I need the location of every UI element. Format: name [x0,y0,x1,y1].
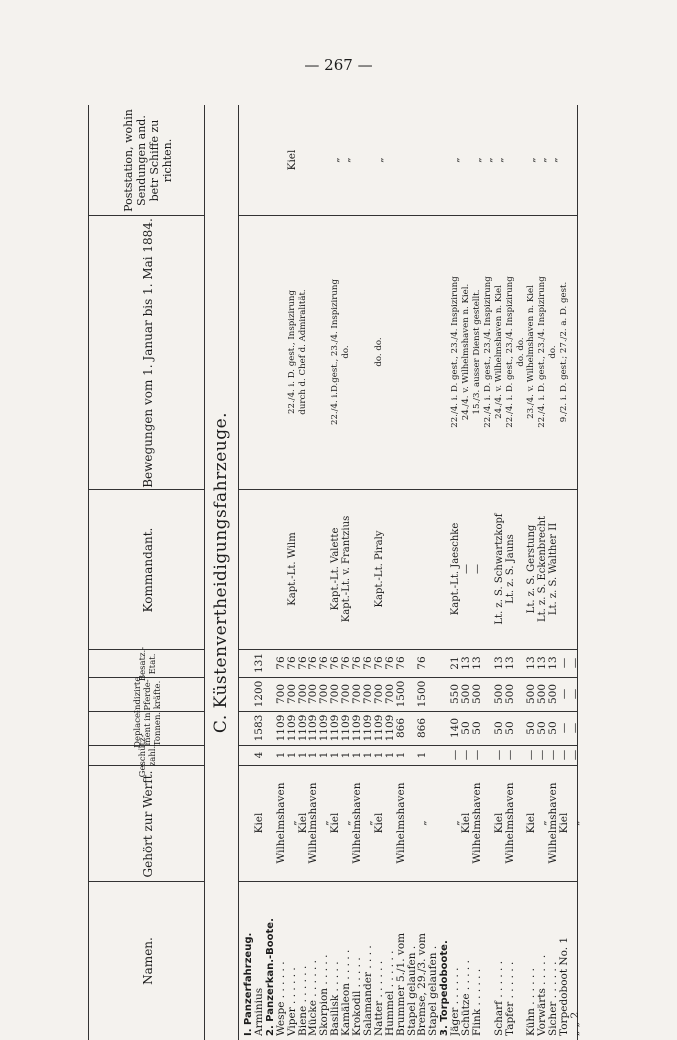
cell-bewegungen: 9./2. i. D. gest.; 27./2. a. D. gest. [559,281,570,423]
header-kommandant: Kommandant. [140,527,155,613]
cell-bewegungen: do. do. [515,337,526,367]
cell-kommandant: Lt. z. S. Schwartzkopf [493,513,505,625]
cell-besatzung: 13 [460,656,472,670]
cell-deplacement: 866 [416,717,429,739]
cell-deplacement: 50 [525,721,538,735]
cell-geschuetz: 4 [252,751,265,759]
cell-besatzung: 76 [394,656,407,670]
cell-poststation: „ [547,157,560,163]
table-row [568,105,583,1040]
cell-geschuetz: 1 [361,751,374,759]
cell-werft: „ [285,820,298,826]
cell-deplacement: 1109 [318,714,331,742]
cell-deplacement: 50 [547,721,560,735]
cell-deplacement: 1109 [285,714,298,742]
cell-werft: „ [536,820,549,826]
header-geschuetz: Geschütz-zahl. [138,734,158,778]
cell-name: Bremse, 29./3. vom [416,933,429,1036]
cell-besatzung: 131 [252,652,265,674]
cell-deplacement: 866 [394,717,407,739]
cell-name: Flink . . . . . . [470,968,483,1036]
cell-name: Schütze . . . . . [460,960,472,1036]
cell-pferdekraefte: 500 [460,683,472,705]
cell-pferdekraefte: 1200 [252,680,265,708]
cell-name: Stapel gelaufen . [427,945,440,1036]
cell-pferdekraefte: 500 [503,683,516,705]
cell-geschuetz: 1 [296,751,309,759]
cell-name: Natter . . . . . . [372,960,385,1036]
cell-pferdekraefte: — [569,688,581,700]
cell-deplacement: 1583 [252,714,265,742]
cell-besatzung: — [569,657,581,669]
cell-name: Viper . . . . . . [285,967,298,1036]
cell-geschuetz: 1 [307,751,320,759]
cell-deplacement: 1109 [329,714,342,742]
cell-pferdekraefte: 700 [329,683,342,705]
cell-geschuetz: — [536,749,549,761]
cell-besatzung: 76 [383,656,396,670]
cell-name: Krokodil . . . . . [351,957,363,1036]
cell-deplacement: 1109 [307,714,320,742]
header-namen: Namen. [140,937,155,985]
cell-werft: Kiel [558,812,571,834]
cell-werft: Wilhelmshaven [470,782,483,864]
cell-poststation: „ [470,157,483,163]
cell-pferdekraefte: 700 [383,683,396,705]
cell-deplacement: 1109 [361,714,374,742]
cell-werft: Wilhelmshaven [274,782,287,864]
header-bewegungen: Bewegungen vom 1. Januar bis 1. Mai 1884. [140,218,155,488]
cell-werft: Wilhelmshaven [547,782,560,864]
cell-pferdekraefte: 500 [492,683,505,705]
cell-name: 2. Panzerkan.-Boote. [264,918,276,1036]
cell-bewegungen [568,216,583,488]
cell-bewegungen: 22./4. i. D. gest., 23./4. Inspizirung [482,276,493,428]
cell-deplacement: 50 [492,721,505,735]
cell-deplacement: 1109 [351,714,363,742]
cell-werft: Kiel [296,812,309,834]
cell-bewegungen: do. [341,345,352,359]
cell-name: Basilisk . . . . . [329,961,342,1036]
cell-geschuetz: — [558,749,571,761]
cell-pferdekraefte: 1500 [416,680,429,708]
cell-name: 3. Torpedoboote. [439,940,451,1036]
cell-besatzung: 76 [340,656,353,670]
cell-name: Tapfer . . . . . . [503,961,516,1036]
cell-poststation: „ [340,157,353,163]
cell-geschuetz: 1 [329,751,342,759]
cell-deplacement: — [558,722,571,734]
cell-poststation: Kiel [285,149,298,171]
cell-besatzung: 76 [372,656,385,670]
cell-kommandant: Lt. z. S. Gerstung [526,524,538,614]
cell-kommandant: — [461,564,472,574]
cell-werft: „ [569,820,581,826]
cell-geschuetz: 1 [285,751,298,759]
cell-werft: Kiel [460,812,472,834]
cell-name: Kamäleon . . . . . [340,949,353,1036]
cell-werft: Wilhelmshaven [394,782,407,864]
cell-geschuetz: — [470,749,483,761]
cell-geschuetz: 1 [274,751,287,759]
cell-kommandant [568,490,583,648]
cell-besatzung: 76 [329,656,342,670]
cell-werft: Kiel [329,812,342,834]
cell-werft: „ [449,820,462,826]
cell-pferdekraefte: 700 [285,683,298,705]
cell-bewegungen: 22./4. i. D. gest., Inspizirung [286,290,297,414]
cell-besatzung: 76 [274,656,287,670]
cell-werft: „ [416,820,429,826]
cell-besatzung: 76 [307,656,320,670]
cell-deplacement: 50 [536,721,549,735]
cell-name: Scharf . . . . . . [492,960,505,1036]
cell-bewegungen: 22./4. i. D. gest., 23./4. Inspizirung [537,276,548,428]
cell-name: Torpedoboot No. 1 [558,936,571,1036]
cell-werft: „ [361,820,374,826]
cell-werft: Kiel [525,812,538,834]
cell-werft: Kiel [252,812,265,834]
header-pferdekraefte: Indizirte Pferde-kräfte. [133,676,163,714]
cell-besatzung: 21 [449,656,462,670]
cell-werft: Kiel [372,812,385,834]
cell-poststation: „ [449,157,462,163]
header-poststation: Poststation, wohin Sendungen and. betr Schiffe zu richten. [122,109,174,212]
cell-kommandant: Lt. z. S. Walther II [548,522,560,616]
cell-geschuetz: — [547,749,560,761]
cell-kommandant: — [471,564,483,574]
cell-poststation: „ [536,157,549,163]
cell-name: Kühn . . . . . . [525,968,538,1036]
cell-bewegungen: 22./4. i. D. gest., 23./4. Inspizirung [504,276,515,428]
cell-pferdekraefte: 500 [525,683,538,705]
cell-name: Salamander . . . . [361,945,374,1036]
cell-name: Skorpion . . . . . [318,954,331,1036]
cell-geschuetz: 1 [394,751,407,759]
cell-poststation: „ [481,157,494,163]
cell-name: I. Panzerfahrzeug. [243,932,254,1036]
cell-poststation: „ [372,157,385,163]
cell-geschuetz: 1 [318,751,331,759]
cell-pferdekraefte: 500 [536,683,549,705]
cell-deplacement: 140 [449,717,462,739]
cell-pferdekraefte: 700 [351,683,363,705]
cell-pferdekraefte: 500 [547,683,560,705]
cell-deplacement: 50 [460,721,472,735]
cell-kommandant: Kapt.-Lt. v. Frantzius [341,515,353,623]
cell-poststation: „ [525,157,538,163]
cell-besatzung: 76 [416,656,429,670]
cell-werft: Wilhelmshaven [307,782,320,864]
section-title: C. Küstenvertheidigungsfahrzeuge. [211,411,231,734]
cell-geschuetz: 1 [416,751,429,759]
cell-geschuetz: 1 [351,751,363,759]
cell-pferdekraefte: 700 [340,683,353,705]
cell-deplacement: 1109 [296,714,309,742]
cell-deplacement: 1109 [383,714,396,742]
rotated-table-area [88,105,581,1040]
rule-top [88,105,89,1040]
cell-pferdekraefte: 700 [307,683,320,705]
cell-geschuetz: — [569,749,581,761]
cell-bewegungen: 24./4. v. Wilhelmshaven n. Kiel. [461,283,471,421]
cell-deplacement: — [569,722,581,734]
cell-name: Mücke . . . . . . [307,959,320,1036]
cell-geschuetz: — [503,749,516,761]
cell-kommandant: Kapt.-Lt. Jaeschke [450,522,462,616]
cell-pferdekraefte: 500 [470,683,483,705]
cell-name: Stapel gelaufen . [405,945,418,1036]
cell-name: Wespe . . . . . . [274,961,287,1036]
table [88,105,581,1040]
cell-besatzung: 76 [296,656,309,670]
cell-besatzung: — [558,657,571,669]
cell-kommandant: Kapt.-Lt. Piraly [373,530,385,608]
cell-deplacement: 50 [503,721,516,735]
cell-geschuetz: — [460,749,472,761]
cell-geschuetz: 1 [372,751,385,759]
cell-deplacement: 1109 [372,714,385,742]
cell-name: Biene . . . . . . [296,965,309,1036]
header-deplacement: Deplace-ment in Tonnen. [133,710,163,748]
cell-besatzung: 13 [492,656,505,670]
cell-poststation [568,106,583,214]
cell-kommandant: Lt. z. S. Jauns [504,534,516,604]
cell-pferdekraefte: 700 [361,683,374,705]
cell-kommandant: Kapt.-Lt. Valette [330,527,342,611]
rule-section [238,105,239,1040]
cell-bewegungen: 15./3. ausser Dienst gestellt. [471,289,482,415]
cell-bewegungen: 22./4. i.D.gest., 23./4. Inspizirung [330,279,341,425]
cell-pferdekraefte: 700 [372,683,385,705]
cell-pferdekraefte: 700 [318,683,331,705]
cell-werft: „ [318,820,331,826]
cell-geschuetz: — [492,749,505,761]
header-besatzung: Besatz.-Etat. [138,646,158,682]
cell-bewegungen: 23./4. v. Wilhelmshaven n. Kiel [526,285,537,419]
cell-name: Jäger . . . . . . [449,967,462,1036]
cell-bewegungen: do. do. [373,337,384,367]
cell-werft: Wilhelmshaven [351,782,363,864]
cell-pferdekraefte: 700 [274,683,287,705]
cell-poststation: „ [329,157,342,163]
cell-besatzung: 76 [318,656,331,670]
cell-werft: „ [340,820,353,826]
cell-geschuetz: 1 [340,751,353,759]
cell-besatzung: 13 [525,656,538,670]
cell-besatzung: 13 [503,656,516,670]
cell-besatzung: 76 [361,656,374,670]
cell-name: Arminius [252,987,265,1036]
cell-geschuetz: — [449,749,462,761]
cell-bewegungen: 24./4. v. Wilhelmshaven n. Kiel [493,285,504,419]
cell-name: Hummel . . . . . . [383,950,396,1036]
cell-bewegungen: 22./4. i. D. gest., 23./4. Inspizirung [450,276,461,428]
cell-werft: Kiel [492,812,505,834]
cell-besatzung: 76 [285,656,298,670]
cell-bewegungen: do. [548,345,559,359]
cell-deplacement: 1109 [274,714,287,742]
header-werft: Gehört zur Werft. [140,770,155,878]
cell-name: Sicher . . . . . . [547,961,560,1036]
cell-besatzung: 13 [536,656,549,670]
cell-poststation: „ [492,157,505,163]
cell-besatzung: 76 [351,656,363,670]
cell-besatzung: 13 [470,656,483,670]
cell-geschuetz: 1 [383,751,396,759]
cell-pferdekraefte: 1500 [394,680,407,708]
cell-pferdekraefte: 550 [449,683,462,705]
page-number: — 267 — [304,56,373,74]
cell-name: Brummer 5./1. vom [394,932,407,1036]
cell-geschuetz: — [525,749,538,761]
cell-kommandant: Lt. z. S. Eckenbrecht [537,516,549,622]
cell-deplacement: 50 [470,721,483,735]
cell-name: Vorwärts . . . . . [536,954,549,1036]
cell-bewegungen: durch d. Chef d. Admiralität. [297,289,308,415]
cell-name: „ „ 2 [569,1011,581,1036]
cell-pferdekraefte: 700 [296,683,309,705]
cell-werft: Wilhelmshaven [503,782,516,864]
cell-besatzung: 13 [547,656,560,670]
cell-deplacement: 1109 [340,714,353,742]
cell-pferdekraefte: — [558,688,571,700]
cell-kommandant: Kapt.-Lt. Wilm [286,532,298,606]
